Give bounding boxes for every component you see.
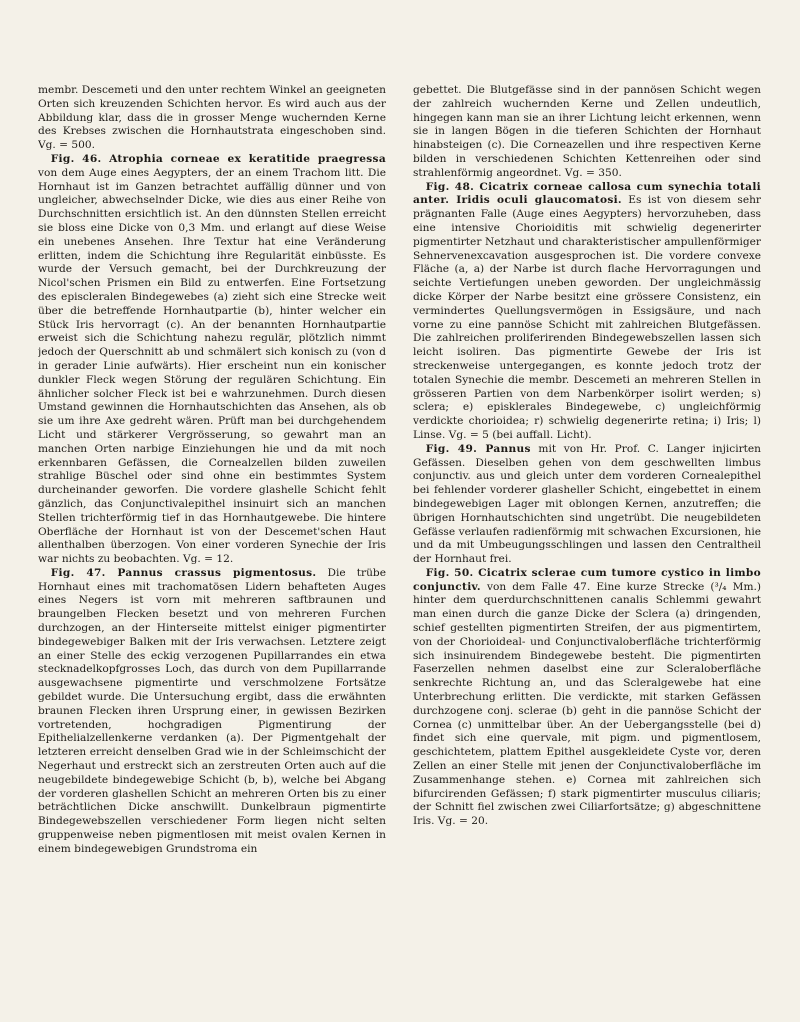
figure-text-49: mit von Hr. Prof. C. Langer injicirten Gefässen. Dieselben gehen von dem geschwellten limbus conjunctiv. aus und gleich unter dem vorderen Cornealepithel bei fehlender vorderer glasheller Schicht, eingebettet in einem bindegewebigen Lager mit oblongen Kernen, anzutreffen; die übrigen Hornhautschichten sind ungetrübt. Die neugebildeten Gefässe verlaufen radienförmig mit schwachen Excursionen, hie und da mit Umbeugungsschlingen und lassen den Centraltheil der Hornhaut frei. [413,442,761,566]
paragraph-fig-46 [38,153,386,567]
right-column [413,84,761,1009]
figure-heading-48: Fig. 48. Cicatrix corneae callosa cum synechia totali anter. Iridis oculi glaucomatosi. [413,180,761,207]
paragraph-continuation-right: gebettet. Die Blutgefässe sind in der pannösen Schicht wegen der zahlreich wuchernden Kerne und Zellen undeutlich, hingegen kann man sie an ihrer Lichtung leicht erkennen, wenn sie in langen Bögen in die tieferen Schichten der Hornhaut hinabsteigen (c). Die Corneazellen und ihre respectiven Kerne bilden in verschiedenen Schichten Kettenreihen oder sind strahlenförmig angeordnet. Vg. = 350. [413,84,761,179]
figure-heading-47: Fig. 47. Pannus crassus pigmentosus. [50,566,317,579]
figure-heading-46: Fig. 46. Atrophia corneae ex keratitide praegressa [50,152,386,165]
figure-text-47: Die trübe Hornhaut eines mit trachomatösen Lidern behafteten Auges eines Negers ist vorn mit mehreren saftbraunen und braungelben Flecken besetzt und von mehreren Furchen durchzogen, an der Hinterseite mittelst einiger pigmentirter bindegewebiger Balken mit der Iris verwachsen. Letztere zeigt an einer Stelle des eckig verzogenen Pupillarrandes ein etwa stecknadelkopfgrosses Loch, das durch von dem Pupillarrande ausgewachsene pigmentirte und verschmolzene Fortsätze gebildet wurde. Die Untersuchung ergibt, dass die erwähnten braunen Flecken ihren Ursprung einer, in gewissen Bezirken vortretenden, hochgradigen Pigmentirung der Epithelialzellenkerne verdanken (a). Der Pigmentgehalt der letzteren erreicht denselben Grad wie in der Schleimschicht der Negerhaut und erstreckt sich an zerstreuten Orten auch auf die neugebildete bindegewebige Schicht (b, b), welche bei Abgang der vorderen glashellen Schicht an mehreren Orten bis zu einer beträchtlichen Dicke anschwillt. Dunkelbraun pigmentirte Bindegewebszellen verschiedener Form liegen nicht selten gruppenweise neben pigmentlosen mit meist ovalen Kernen in einem bindegewebigen Grundstroma ein [38,566,386,855]
figure-text-46: von dem Auge eines Aegypters, der an einem Trachom litt. Die Hornhaut ist im Ganzen betrachtet auffällig dünner und von ungleicher, abwechselnder Dicke, wie dies aus einer Reihe von Durchschnitten ersichtlich ist. An den dünnsten Stellen erreicht sie bloss eine Dicke von 0,3 Mm. und erlangt auf diese Weise ein unebenes Ansehen. Ihre Textur hat eine Veränderung erlitten, indem die Schichtung ihre Regularität einbüsste. Es wurde der Versuch gemacht, bei der Durchkreuzung der Nicol'schen Prismen ein Bild zu entwerfen. Eine Fortsetzung des episcleralen Bindegewebes (a) zieht sich eine Strecke weit über die betreffende Hornhautpartie (b), hinter welcher ein Stück Iris hervorragt (c). An der benannten Hornhautpartie erweist sich die Schichtung nahezu regulär, plötzlich nimmt jedoch der Querschnitt ab und schmälert sich konisch zu (von d in gerader Linie aufwärts). Hier erscheint nun ein konischer dunkler Fleck wegen Störung der regulären Schichtung. Ein ähnlicher solcher Fleck ist bei e wahrzunehmen. Durch diesen Umstand gewinnen die Hornhautschichten das Ansehen, als ob sie um ihre Axe gedreht wären. Prüft man bei durchgehendem Licht und stärkerer Vergrösserung, so gewahrt man an manchen Orten narbige Einziehungen hie und da mit noch erkennbaren Gefässen, die Cornealzellen bilden zuweilen strahlige Büschel oder sind ohne ein bestimmtes System durcheinander geworfen. Die vordere glashelle Schicht fehlt gänzlich, das Conjunctivalepithel insinuirt sich an manchen Stellen trichterförmig tief in das Hornhautgewebe. Die hintere Oberfläche der Hornhaut ist von der Descemet'schen Haut allenthalben überzogen. Von einer vorderen Synechie der Iris war nichts zu beobachten. Vg. = 12. [38,166,386,566]
paragraph-fig-48 [413,181,761,443]
left-column [38,84,386,1009]
figure-heading-49: Fig. 49. Pannus [425,442,531,455]
paragraph-fig-47 [38,567,386,857]
paragraph-fig-49 [413,443,761,567]
paragraph-fig-50 [413,567,761,829]
figure-text-48: Es ist von diesem sehr prägnanten Falle (Auge eines Aegypters) hervorzuheben, dass eine intensive Chorioiditis mit schwielig degenerirter pigmentirter Netzhaut und charakteristischer ampullenförmiger Sehnervenexcavation ausgesprochen ist. Die vordere convexe Fläche (a, a) der Narbe ist durch flache Hervorragungen und seichte Vertiefungen uneben geworden. Der ungleichmässig dicke Körper der Narbe besitzt eine grössere Consistenz, ein vermindertes Quellungsvermögen in Essigsäure, und nach vorne zu eine pannöse Schicht mit zahlreichen Blutgefässen. Die zahlreichen proliferirenden Bindegewebszellen lassen sich leicht isoliren. Das pigmentirte Gewebe der Iris ist streckenweise untergegangen, es konnte jedoch trotz der totalen Synechie die membr. Descemeti an mehreren Stellen in grösseren Partien von dem Narbenkörper isolirt werden; s) sclera; e) episklerales Bindegewebe, c) ungleichförmig verdickte chorioidea; r) schwielig degenerirte retina; i) Iris; l) Linse. Vg. = 5 (bei auffall. Licht). [413,194,761,441]
paragraph-continuation: membr. Descemeti und den unter rechtem Winkel an geeigneten Orten sich kreuzenden Schichten hervor. Es wird auch aus der Abbildung klar, dass die in grosser Menge wuchernden Kerne des Krebses zwischen die Hornhautstrata eingeschoben sind. Vg. = 500. [38,84,386,152]
figure-heading-50: Fig. 50. Cicatrix sclerae cum tumore cystico in limbo conjunctiv. [413,566,761,593]
figure-text-50: von dem Falle 47. Eine kurze Strecke (³/₄ Mm.) hinter dem querdurchschnittenen canalis Schlemmi gewahrt man einen durch die ganze Dicke der Sclera (a) dringenden, schief gestellten pigmentirten Streifen, der aus pigmentirtem, von der Chorioideal- und Conjunctivaloberfläche trichterförmig sich insinuirendem Bindegewebe besteht. Die pigmentirten Faserzellen nehmen daselbst eine zur Scleraloberfläche senkrechte Richtung an, und das Scleralgewebe hat eine Unterbrechung erlitten. Die verdickte, mit starken Gefässen durchzogene conj. sclerae (b) geht in die pannöse Schicht der Cornea (c) unmittelbar über. An der Uebergangsstelle (bei d) findet sich eine quervale, mit pigm. und pigmentlosem, geschichtetem, plattem Epithel ausgekleidete Cyste vor, deren Zellen an einer Stelle mit jenen der Conjunctivaloberfläche im Zusammenhange stehen. e) Cornea mit zahlreichen sich bifurcirenden Gefässen; f) stark pigmentirter musculus ciliaris; der Schnitt fiel zwischen zwei Ciliarfortsätze; g) abgeschnittene Iris. Vg. = 20. [413,580,761,828]
